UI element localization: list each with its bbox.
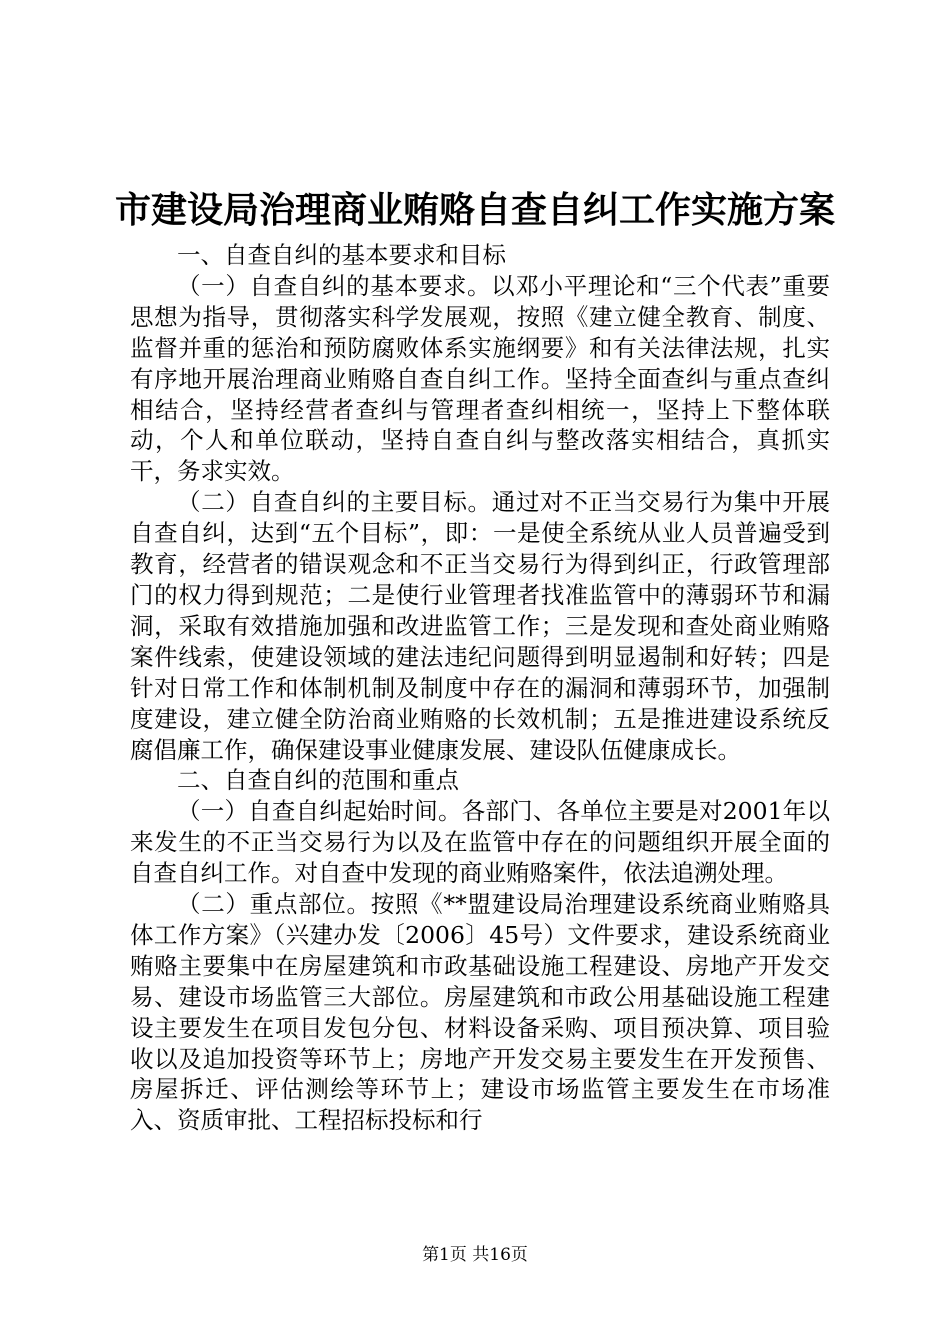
page-number-footer: 第1页 共16页: [422, 1245, 528, 1265]
section-heading-2: 二、自查自纠的范围和重点: [177, 766, 459, 795]
document-title: 市建设局治理商业贿赂自查自纠工作实施方案: [114, 189, 835, 231]
document-body: [130, 240, 830, 1136]
paragraph-start-time: （一）自查自纠起始时间。各部门、各单位主要是对2001年以来发生的不正当交易行为以及在监管中存在的问题组织开展全面的自查自纠工作。对自查中发现的商业贿赂案件，依法追溯处理。: [130, 797, 830, 888]
paragraph-main-goals: （二）自查自纠的主要目标。通过对不正当交易行为集中开展自查自纠，达到“五个目标”，即：一是使全系统从业人员普遍受到教育，经营者的错误观念和不正当交易行为得到纠正，行政管理部门的权力得到规范；二是使行业管理者找准监管中的薄弱环节和漏洞，采取有效措施加强和改进监管工作；三是发现和查处商业贿赂案件线索，使建设领域的建法违纪问题得到明显遏制和好转；四是针对日常工作和体制机制及制度中存在的漏洞和薄弱环节，加强制度建设，建立健全防治商业贿赂的长效机制；五是推进建设系统反腐倡廉工作，确保建设事业健康发展、建设队伍健康成长。: [130, 488, 830, 764]
section-heading-1: 一、自查自纠的基本要求和目标: [177, 241, 506, 269]
paragraph-basic-requirements: （一）自查自纠的基本要求。以邓小平理论和“三个代表”重要思想为指导，贯彻落实科学发展观，按照《建立健全教育、制度、监督并重的惩治和预防腐败体系实施纲要》和有关法律法规，扎实有序地开展治理商业贿赂自查自纠工作。坚持全面查纠与重点查纠相结合，坚持经营者查纠与管理者查纠相统一，坚持上下整体联动，个人和单位联动，坚持自查自纠与整改落实相结合，真抓实干，务求实效。: [130, 271, 830, 486]
paragraph-key-areas: （二）重点部位。按照《**盟建设局治理建设系统商业贿赂具体工作方案》（兴建办发〔2006〕45号）文件要求，建设系统商业贿赂主要集中在房屋建筑和市政基础设施工程建设、房地产开发交易、建设市场监管三大部位。房屋建筑和市政公用基础设施工程建设主要发生在项目发包分包、材料设备采购、项目预决算、项目验收以及追加投资等环节上；房地产开发交易主要发生在开发预售、房屋拆迁、评估测绘等环节上；建设市场监管主要发生在市场准入、资质审批、工程招标投标和行: [130, 890, 830, 1135]
